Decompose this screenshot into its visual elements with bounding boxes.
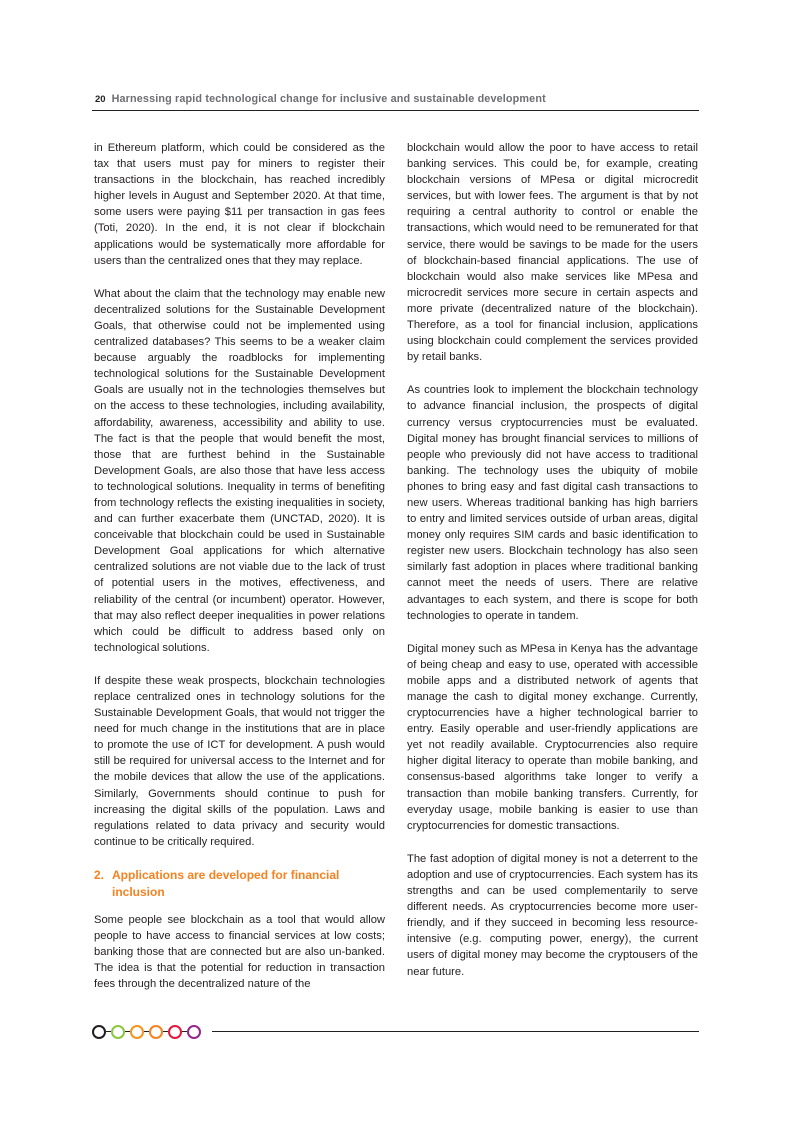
running-header-title: Harnessing rapid technological change for inclusive and sustainable development <box>111 93 546 105</box>
paragraph: As countries look to implement the blockchain technology to advance financial inclusion, the prospects of digital currency versus cryptocurrencies must be evaluated. Digital money has brought financial services to millions of people who previously did not have access to traditional banking. The technology uses the ubiquity of mobile phones to bring easy and fast digital cash transactions to new users. Whereas traditional banking has high barriers to entry and limited services outside of urban areas, digital money only requires SIM cards and basic identification to register new users. Blockchain technology has also seen similarly fast adoption in places where traditional banking cannot meet the needs of users. There are relative advantages to each system, and there is scope for both technologies to operate in tandem. <box>407 384 698 622</box>
section-heading <box>94 867 385 901</box>
circle-icon <box>111 1025 125 1039</box>
paragraph: in Ethereum platform, which could be considered as the tax that users must pay for miners to register their transactions in the blockchain, has reached incredibly higher levels in August and September 2020. At that time, some users were paying $11 per transaction in gas fees (Toti, 2020). In the end, it is not clear if blockchain applications would be systematically more affordable for users than the centralized ones that they may replace. <box>94 142 385 267</box>
circle-icon <box>130 1025 144 1039</box>
circle-icon <box>168 1025 182 1039</box>
paragraph: Digital money such as MPesa in Kenya has the advantage of being cheap and easy to use, operated with accessible mobile apps and a distributed network of agents that manage the cash to digital money exchange. Currently, cryptocurrencies have a higher technological barrier to entry. Easily operable and user-friendly applications are yet not readily available. Cryptocurrencies also require higher digital literacy to operate than mobile banking, and consensus-based algorithms take longer to verify a transaction than mobile banking transfers. Currently, for everyday usage, mobile banking is easier to use than cryptocurrencies for domestic transactions. <box>407 642 698 832</box>
paragraph: blockchain would allow the poor to have access to retail banking services. This could be, for example, creating blockchain versions of MPesa or digital microcredit services, but with lower fees. The argument is that by not requiring a central authority to control or enable the transactions, which would need to be remunerated for that service, there would be savings to be made for the users of blockchain-based financial applications. The use of blockchain would also make services like MPesa and microcredit services more secure in certain aspects and more private (decentralized nature of the blockchain). Therefore, as a tool for financial inclusion, applications using blockchain could complement the services provided by retail banks. <box>407 142 698 364</box>
header-divider <box>92 110 699 111</box>
left-column <box>94 140 385 1009</box>
paragraph: Some people see blockchain as a tool that would allow people to have access to financial services at low costs; banking those that are connected but are also un-banked. The idea is that the potential for reduction in transaction fees through the decentralized nature of the <box>94 913 385 991</box>
section-title: Applications are developed for financial inclusion <box>112 867 340 899</box>
right-column <box>407 140 698 997</box>
circle-icon <box>92 1025 106 1039</box>
running-header <box>95 89 699 109</box>
page-number: 20 <box>95 93 106 105</box>
footer-decoration <box>92 1022 699 1042</box>
circle-icon <box>149 1025 163 1039</box>
section-number: 2. <box>94 867 105 882</box>
paragraph: If despite these weak prospects, blockchain technologies replace centralized ones in technology solutions for the Sustainable Development Goals, that would not trigger the need for much change in the institutions that are in place to promote the use of ICT for development. A push would still be required for universal access to the Internet and for the mobile devices that allow the use of the applications. Similarly, Governments should continue to push for increasing the digital skills of the population. Laws and regulations related to data privacy and security would continue to be critically required. <box>94 674 385 848</box>
circle-icon <box>187 1025 201 1039</box>
paragraph: The fast adoption of digital money is not a deterrent to the adoption and use of cryptocurrencies. Each system has its strengths and can be used complementarily to serve different needs. As cryptocurrencies become more user-friendly, and if they succeed in becoming less resource-intensive (e.g. computing power, energy), the current users of digital money may become the cryptousers of the near future. <box>407 852 698 978</box>
paragraph: What about the claim that the technology may enable new decentralized solutions for the Sustainable Development Goals, that otherwise could not be implemented using centralized databases? This seems to be a weaker claim because arguably the roadblocks for implementing technological solutions for the Sustainable Development Goals are usually not in the technologies themselves but on the access to these technologies, including availability, affordability, awareness, accessibility and ability to use. The fact is that the people that would benefit the most, those that are furthest behind in the Sustainable Development Goals, are also those that have less access to technological solutions. Inequality in terms of benefiting from technology reflects the existing inequalities in society, and can further exacerbate them (UNCTAD, 2020). It is conceivable that blockchain could be used in Sustainable Development Goal applications for which alternative centralized solutions are not viable due to the lack of trust of potential users in the motives, effectiveness, and reliability of the central (or incumbent) operator. However, that may also reflect deeper inequalities in power relations which could be difficult to address based only on technological solutions. <box>94 287 385 654</box>
footer-rule <box>212 1031 699 1032</box>
